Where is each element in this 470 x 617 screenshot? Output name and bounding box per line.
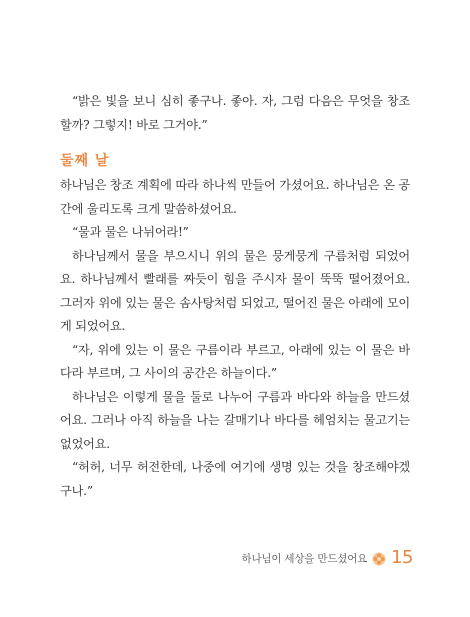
paragraph: 하나님은 창조 계획에 따라 하나씩 만들어 가셨어요. 하나님은 온 공간에 울리도록 크게 말씀하셨어요. (60, 178, 410, 216)
page-footer (242, 549, 414, 567)
flower-icon (372, 551, 386, 565)
paragraph: “밝은 빛을 보니 심히 좋구나. 좋아. 자, 그럼 다음은 무엇을 창조할까? 그렇지! 바로 그거야.” (60, 94, 410, 132)
paragraph: “물과 물은 나뉘어라!” (72, 225, 189, 239)
paragraph: 하나님께서 물을 부으시니 위의 물은 뭉게뭉게 구름처럼 되었어요. 하나님께서 빨래를 짜듯이 힘을 주시자 물이 뚝뚝 떨어졌어요. 그러자 위에 있는 물은 솜사탕처럼 되었고, 떨어진 물은 아래에 모이게 되었어요. (60, 248, 410, 333)
paragraph: 하나님은 이렇게 물을 둘로 나누어 구름과 바다와 하늘을 만드셨어요. 그러나 아직 하늘을 나는 갈매기나 바다를 헤엄치는 물고기는 없었어요. (60, 389, 410, 451)
paragraph: “허허, 너무 허전한데, 나중에 여기에 생명 있는 것을 창조해야겠구나.” (60, 460, 410, 498)
opening-text-block (60, 90, 410, 137)
section-body (60, 174, 410, 503)
paragraph: “자, 위에 있는 이 물은 구름이라 부르고, 아래에 있는 이 물은 바다라 부르며, 그 사이의 공간은 하늘이다.” (60, 342, 410, 380)
section-heading: 둘째 날 (60, 153, 110, 169)
page-number: 15 (391, 547, 413, 568)
running-title: 하나님이 세상을 만드셨어요 (241, 552, 368, 565)
